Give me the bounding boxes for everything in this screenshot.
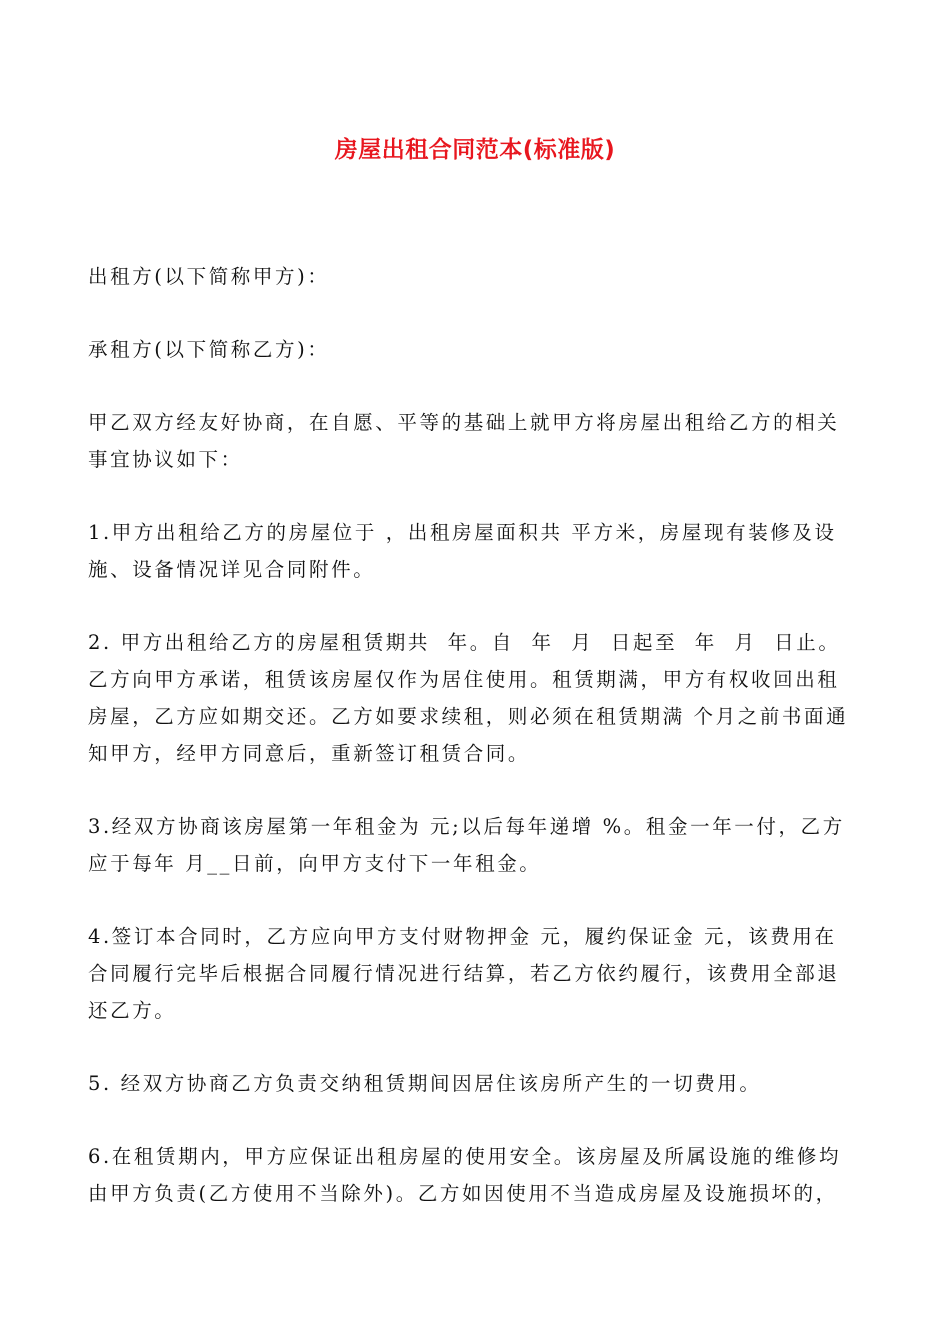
document-body — [88, 258, 878, 1248]
paragraph-line: 4.签订本合同时，乙方应向甲方支付财物押金 元，履约保证金 元，该费用在 — [88, 925, 837, 948]
paragraph-lessee — [88, 331, 878, 368]
paragraph-line: 知甲方，经甲方同意后，重新签订租赁合同。 — [88, 742, 531, 765]
paragraph-line: 应于每年 月__日前，向甲方支付下一年租金。 — [88, 852, 542, 875]
paragraph-lessor — [88, 258, 878, 295]
clause-4 — [88, 918, 878, 1029]
clause-3 — [88, 808, 878, 882]
paragraph-line: 5. 经双方协商乙方负责交纳租赁期间因居住该房所产生的一切费用。 — [88, 1072, 762, 1095]
paragraph-line: 2. 甲方出租给乙方的房屋租赁期共 年。自 年 月 日起至 年 月 日止。 — [88, 631, 841, 654]
document-title: 房屋出租合同范本(标准版) — [334, 137, 616, 163]
paragraph-line: 甲乙双方经友好协商，在自愿、平等的基础上就甲方将房屋出租给乙方的相关 — [88, 411, 840, 434]
clause-2 — [88, 624, 878, 772]
paragraph-line: 由甲方负责(乙方使用不当除外)。乙方如因使用不当造成房屋及设施损坏的， — [88, 1182, 838, 1205]
clause-6 — [88, 1138, 878, 1212]
paragraph-preamble — [88, 404, 878, 478]
clause-5 — [88, 1065, 878, 1102]
paragraph-line: 乙方向甲方承诺，租赁该房屋仅作为居住使用。租赁期满，甲方有权收回出租 — [88, 668, 840, 691]
paragraph-line: 3.经双方协商该房屋第一年租金为 元;以后每年递增 %。租金一年一付，乙方 — [88, 815, 845, 838]
paragraph-line: 1.甲方出租给乙方的房屋位于 ，出租房屋面积共 平方米，房屋现有装修及设 — [88, 521, 837, 544]
paragraph-line: 房屋，乙方应如期交还。乙方如要求续租，则必须在租赁期满 个月之前书面通 — [88, 705, 849, 728]
paragraph-line: 事宜协议如下： — [88, 448, 243, 471]
paragraph-line: 施、设备情况详见合同附件。 — [88, 558, 376, 581]
paragraph-line: 承租方(以下简称乙方)： — [88, 338, 330, 361]
paragraph-line: 还乙方。 — [88, 999, 177, 1022]
paragraph-line: 出租方(以下简称甲方)： — [88, 265, 330, 288]
paragraph-line: 合同履行完毕后根据合同履行情况进行结算，若乙方依约履行，该费用全部退 — [88, 962, 840, 985]
clause-1 — [88, 514, 878, 588]
paragraph-line: 6.在租赁期内，甲方应保证出租房屋的使用安全。该房屋及所属设施的维修均 — [88, 1145, 842, 1168]
